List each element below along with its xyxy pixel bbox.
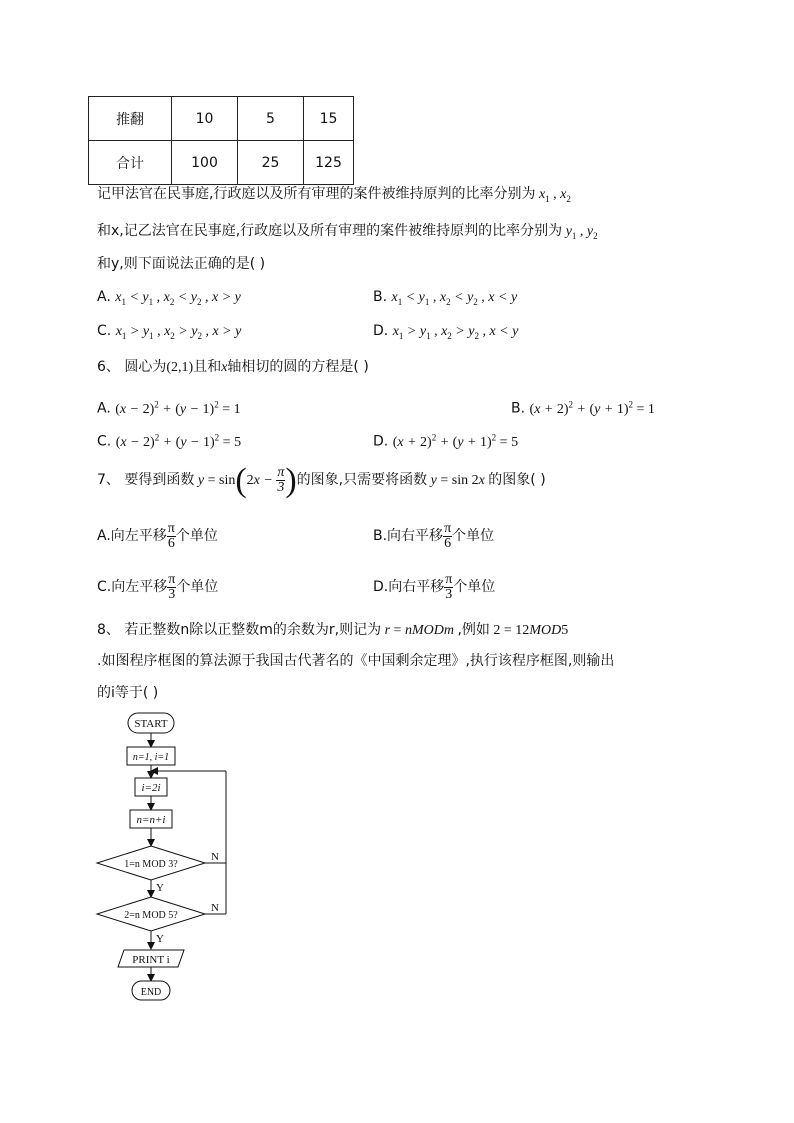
q5-x-vars: $x_1$ , $x_2$: [535, 187, 571, 204]
init-label: n=1, i=1: [132, 752, 170, 763]
q5-text: 和x,记乙法官在民事庭,行政庭以及所有审理的案件被维持原判的比率分别为: [97, 223, 563, 239]
q6-text: 且和: [193, 359, 222, 375]
option-label: B.: [373, 289, 388, 305]
q8-mod-formula: r = nMODm: [381, 623, 458, 638]
verdict-table: [88, 96, 354, 185]
table-cell: 125: [304, 141, 354, 185]
option-text: C.向左平移: [97, 579, 168, 595]
option-text: B.向右平移: [373, 528, 444, 544]
table-row: [89, 97, 354, 141]
program-flowchart: [90, 705, 250, 1010]
q7-option-b[interactable]: [373, 520, 494, 552]
q7-target-function: y = sin(2x − $\frac{\pi}{3}$ ): [194, 461, 297, 499]
q5-option-c[interactable]: [97, 321, 241, 346]
fraction: $\frac{\pi}{3}$: [277, 465, 285, 496]
q8-line2: .如图程序框图的算法源于我国古代著名的《中国剩余定理》,执行该程序框图,则输出: [97, 653, 615, 669]
q5-option-b[interactable]: [373, 287, 517, 312]
cond2-label: 2=n MOD 5?: [124, 910, 178, 921]
option-text: 个单位: [175, 528, 218, 544]
step1-label: i=2i: [141, 782, 161, 794]
table-cell: 15: [304, 97, 354, 141]
q6-axis: x: [221, 360, 228, 375]
option-label: A.: [97, 400, 111, 417]
option-text: D.向右平移: [373, 579, 445, 595]
q6-option-c[interactable]: [97, 427, 241, 453]
q8-line3: 的i等于( ): [97, 685, 159, 701]
q5-line3: 和y,则下面说法正确的是( ): [97, 256, 266, 272]
fraction: $\frac{\pi}{3}$: [445, 571, 453, 602]
q7-option-d[interactable]: [373, 571, 495, 603]
no-label-2: N: [211, 902, 219, 914]
q6-option-d[interactable]: [373, 427, 518, 453]
q5-y-vars: $y_1$ , $y_2$: [562, 224, 598, 241]
q6-text: 轴相切的圆的方程是( ): [227, 359, 369, 375]
question-number: 6、: [97, 359, 120, 375]
yes-label-1: Y: [156, 882, 164, 894]
q7-source-function: y = sin 2x: [427, 473, 489, 488]
option-math: $x_1 < y_1$ , $x_2 < y_2$ , x < y: [391, 290, 518, 307]
step2-label: n=n+i: [136, 814, 166, 826]
q5-line1: [97, 184, 571, 209]
question-number: 8、: [97, 622, 120, 638]
option-label: D.: [373, 323, 389, 339]
q8-text: ,例如: [457, 622, 490, 638]
q7-text: 要得到函数: [124, 472, 195, 488]
option-label: C.: [97, 433, 112, 450]
q5-line2: [97, 221, 598, 246]
option-label: B.: [511, 400, 526, 417]
table-cell: 合计: [89, 141, 172, 185]
option-math: $(x - 2)^2 + (y - 1)^2 = 5$: [115, 432, 242, 450]
option-math: $(x + 2)^2 + (y + 1)^2 = 5$: [392, 432, 519, 450]
start-label: START: [134, 718, 168, 730]
q6-option-b[interactable]: [511, 394, 655, 420]
fraction: $\frac{\pi}{6}$: [444, 520, 452, 551]
table-row: [89, 141, 354, 185]
print-label: PRINT i: [132, 954, 170, 966]
table-cell: 10: [172, 97, 238, 141]
q8-text: 若正整数n除以正整数m的余数为r,则记为: [124, 622, 382, 638]
question-number: 7、: [97, 472, 120, 488]
end-label: END: [140, 987, 162, 998]
cond1-label: 1=n MOD 3?: [124, 859, 178, 870]
q8-line1: [97, 620, 568, 641]
option-math: $(x + 2)^2 + (y + 1)^2 = 1$: [529, 399, 655, 417]
option-label: C.: [97, 323, 112, 339]
option-math: $x_1 > y_1$ , $x_2 > y_2$ , x > y: [115, 324, 242, 341]
table-cell: 5: [238, 97, 304, 141]
option-text: A.向左平移: [97, 528, 167, 544]
q6-center: (2,1): [166, 360, 194, 375]
q7-option-a[interactable]: [97, 520, 218, 552]
option-math: $x_1 < y_1$ , $x_2 < y_2$ , x > y: [115, 290, 241, 307]
q5-option-d[interactable]: [373, 321, 518, 346]
table-cell: 100: [172, 141, 238, 185]
q5-text: 记甲法官在民事庭,行政庭以及所有审理的案件被维持原判的比率分别为: [97, 186, 536, 202]
option-label: A.: [97, 289, 111, 305]
fraction: $\frac{\pi}{3}$: [168, 571, 176, 602]
option-math: $(x - 2)^2 + (y - 1)^2 = 1$: [115, 399, 241, 417]
table-cell: 25: [238, 141, 304, 185]
table-cell: 推翻: [89, 97, 172, 141]
no-label-1: N: [211, 851, 219, 863]
q5-option-a[interactable]: [97, 287, 241, 312]
q7-stem: [97, 462, 546, 499]
q7-option-c[interactable]: [97, 571, 218, 603]
q6-text: 圆心为: [124, 359, 167, 375]
yes-label-2: Y: [156, 933, 164, 945]
option-text: 个单位: [453, 579, 496, 595]
q6-option-a[interactable]: [97, 394, 241, 420]
q7-text: 的图象,只需要将函数: [296, 472, 428, 488]
q8-mod-example: 2 = 12MOD5: [493, 623, 569, 638]
option-math: $x_1 > y_1$ , $x_2 > y_2$ , x < y: [392, 324, 519, 341]
q6-stem: [97, 357, 369, 378]
option-text: 个单位: [176, 579, 219, 595]
option-text: 个单位: [452, 528, 495, 544]
option-label: D.: [373, 433, 389, 450]
fraction: $\frac{\pi}{6}$: [167, 520, 175, 551]
q7-text: 的图象( ): [488, 472, 546, 488]
